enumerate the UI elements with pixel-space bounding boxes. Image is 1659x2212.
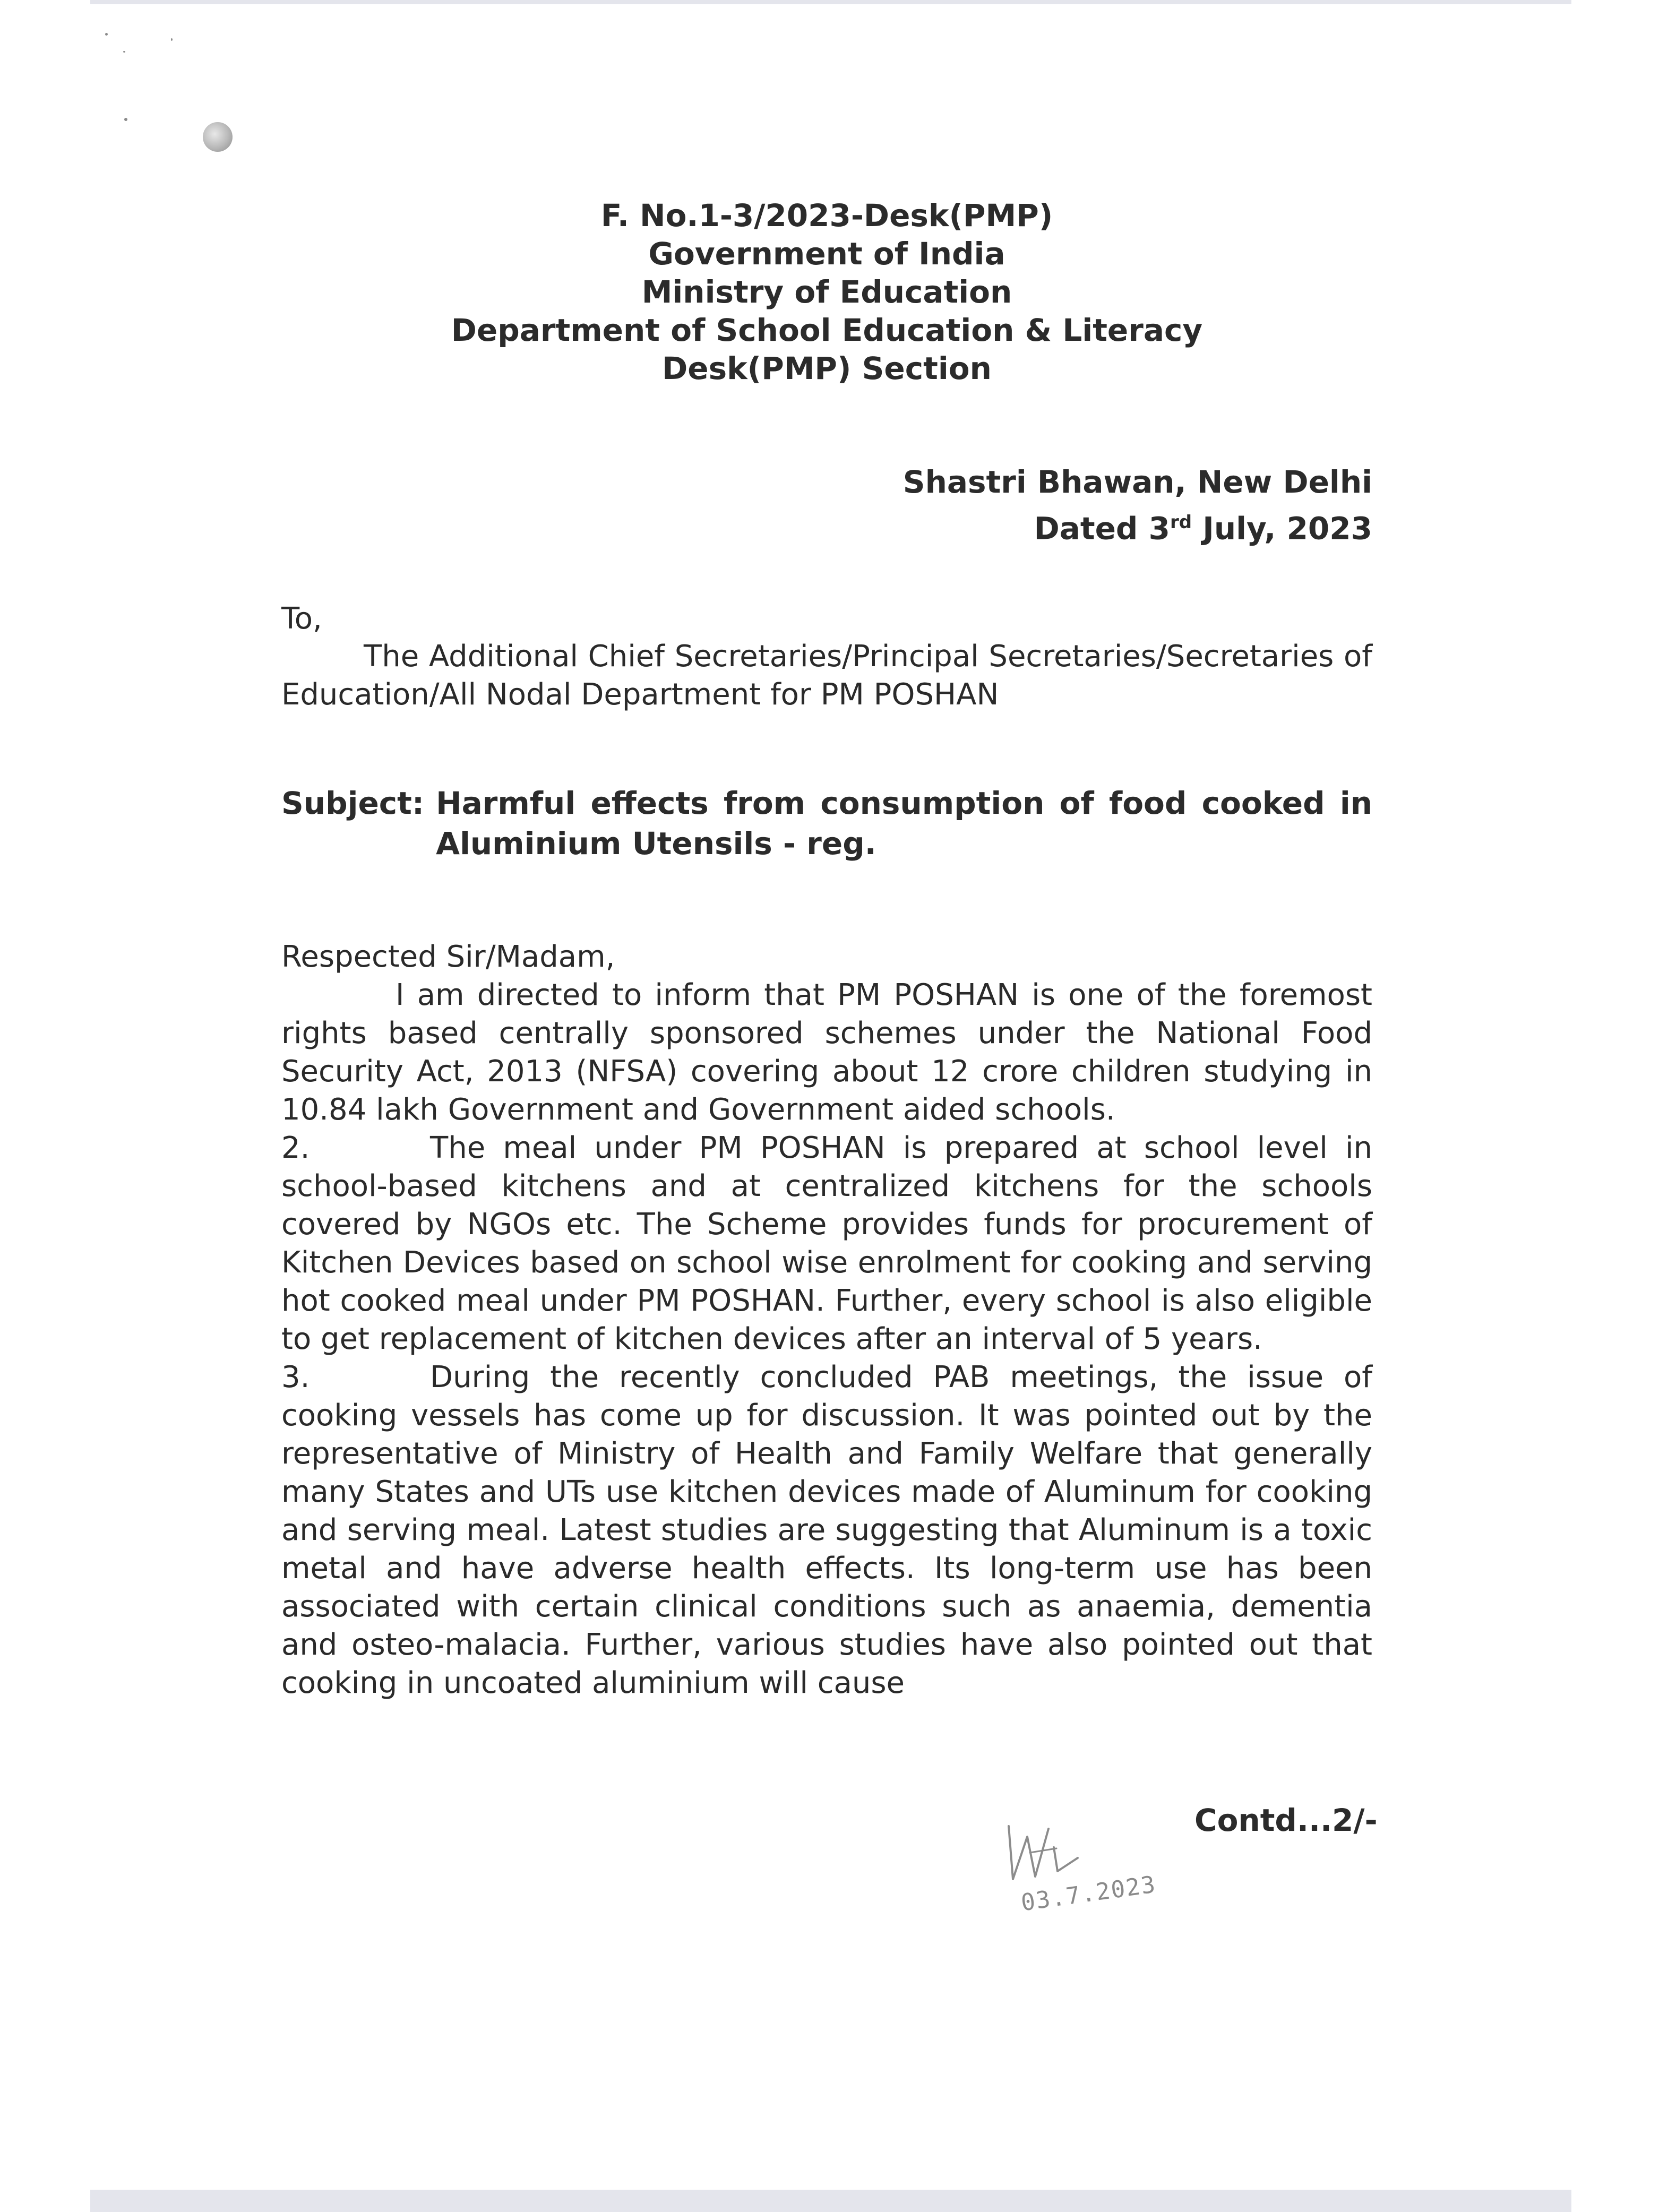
paragraph-2 xyxy=(281,1129,1372,1358)
letterhead xyxy=(281,196,1372,388)
scan-speck xyxy=(171,38,173,41)
paragraph-3-text: During the recently concluded PAB meetings, the issue of cooking vessels has come up for discussion. It was pointed out by the representative of Ministry of Health and Family Welfare that generally many States and UTs use kitchen devices made of Aluminum for cooking and serving meal. Latest studies are suggesting that Aluminum is a toxic metal and have adverse health effects. Its long-term use has been associated with certain clinical conditions such as anaemia, dementia and osteo-malacia. Further, various studies have also pointed out that cooking in uncoated aluminium will cause xyxy=(281,1360,1372,1701)
paragraph-3 xyxy=(281,1358,1372,1702)
paragraph-1: I am directed to inform that PM POSHAN is one of the foremost rights based centrally sponsored schemes under the National Food Security Act, 2013 (NFSA) covering about 12 crore children studying in 10.84 lakh Government and Government aided schools. xyxy=(281,978,1372,1127)
paragraph-2-number: 2. xyxy=(281,1131,310,1166)
paragraph-2-text: The meal under PM POSHAN is prepared at school level in school-based kitchens and at centralized kitchens for the schools covered by NGOs etc. The Scheme provides funds for procurement of Kitchen Devices based on school wise enrolment for cooking and serving hot cooked meal under PM POSHAN. Further, every school is also eligible to get replacement of kitchen devices after an interval of 5 years. xyxy=(281,1131,1372,1357)
place-date-block xyxy=(281,462,1372,548)
date-suffix: rd xyxy=(1170,512,1192,533)
punch-hole-mark xyxy=(203,122,233,152)
scan-top-edge xyxy=(90,0,1571,4)
salutation: Respected Sir/Madam, xyxy=(281,940,615,975)
addressee: The Additional Chief Secretaries/Principal Secretaries/Secretaries of Education/All Nodal Department for PM POSHAN xyxy=(281,639,1372,712)
scan-bottom-edge xyxy=(90,2190,1571,2212)
date-rest: July, 2023 xyxy=(1192,510,1372,547)
paragraph-3-number: 3. xyxy=(281,1360,310,1395)
date-prefix: Dated 3 xyxy=(1034,510,1170,547)
scan-speck xyxy=(105,33,108,36)
letter-date xyxy=(281,502,1372,548)
ministry-name: Ministry of Education xyxy=(641,274,1012,310)
section-name: Desk(PMP) Section xyxy=(662,350,992,386)
continued-marker: Contd...2/- xyxy=(1194,1802,1378,1838)
signature-date: 03.7.2023 xyxy=(1019,1871,1158,1917)
government-name: Government of India xyxy=(648,236,1005,272)
department-name: Department of School Education & Literacy xyxy=(451,312,1203,348)
file-number: F. No.1-3/2023-Desk(PMP) xyxy=(600,197,1053,234)
scan-speck xyxy=(123,51,125,53)
subject-label: Subject: xyxy=(281,785,425,822)
to-label: To, xyxy=(281,601,322,636)
subject-line xyxy=(281,783,1372,864)
subject-text: Harmful effects from consumption of food cooked in Aluminium Utensils - reg. xyxy=(436,785,1372,862)
handwritten-signature xyxy=(998,1815,1157,1932)
place: Shastri Bhawan, New Delhi xyxy=(902,464,1372,500)
letter-page xyxy=(281,196,1372,1702)
scan-speck xyxy=(124,118,127,121)
